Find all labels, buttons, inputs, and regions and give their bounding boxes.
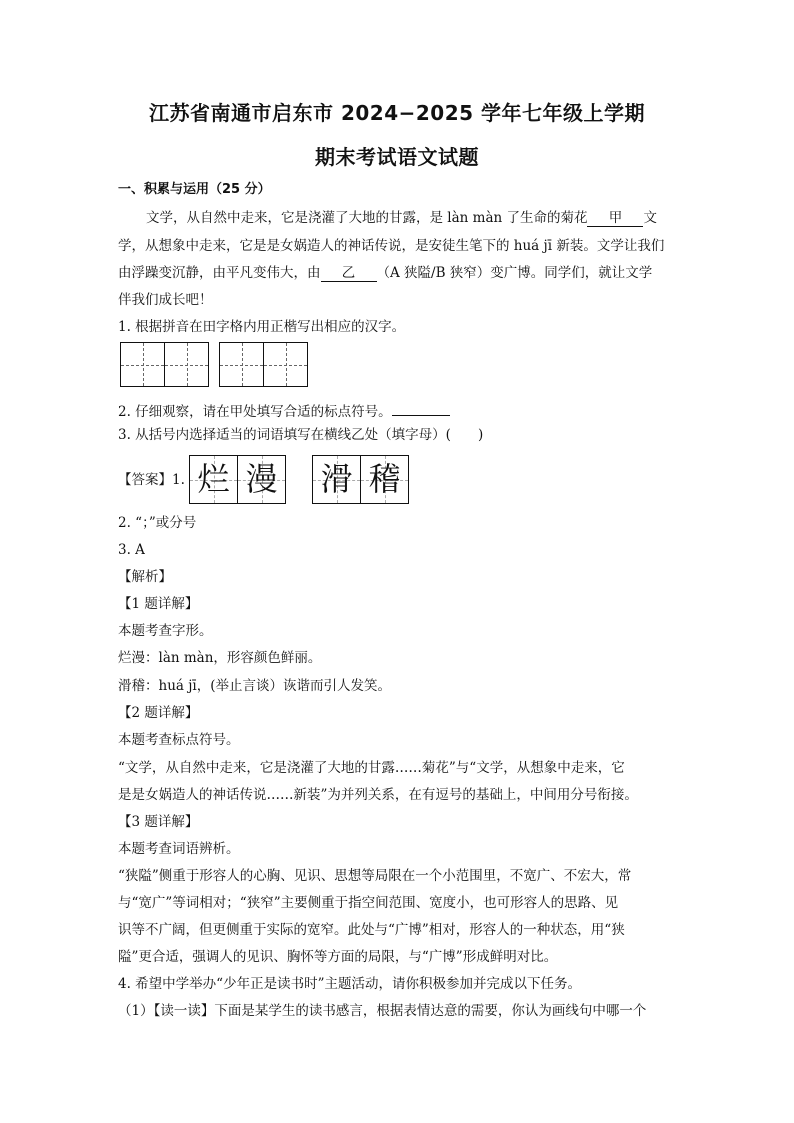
passage-text: 文 xyxy=(643,210,657,226)
analysis-2-heading: 【2 题详解】 xyxy=(118,705,199,721)
question-2 xyxy=(118,399,678,422)
analysis-3-line: 本题考查词语辨析。 xyxy=(118,841,240,857)
question-4: 4. 希望中学举办“少年正是读书时”主题活动，请你积极参加并完成以下任务。 xyxy=(118,976,581,992)
answer-char: 稽 xyxy=(368,460,401,498)
analysis-1-heading: 【1 题详解】 xyxy=(118,596,199,612)
grid-cell[interactable] xyxy=(219,342,264,387)
blank-jia: 甲 xyxy=(587,210,643,227)
grid-cell[interactable] xyxy=(120,342,165,387)
answer-blank[interactable] xyxy=(392,399,450,416)
passage-line-1 xyxy=(146,208,706,228)
analysis-2-line: “文学，从自然中走来，它是浇灌了大地的甘露……菊花”与“文学，从想象中走来，它 xyxy=(118,760,625,776)
question-4-sub-1: （1）【读一读】下面是某学生的读书感言，根据表情达意的需要，你认为画线句中哪一个 xyxy=(118,1003,647,1019)
blank-yi: 乙 xyxy=(321,265,377,282)
analysis-3-line: 识等不广阔，但更侧重于实际的宽窄。此处与“广博”相对，形容人的一种状态，用“狭 xyxy=(118,922,625,938)
answer-grid-1[interactable] xyxy=(121,342,209,387)
answer-label: 【答案】1. xyxy=(118,472,185,488)
grid-cell[interactable] xyxy=(263,342,308,387)
passage-line-4: 伴我们成长吧！ xyxy=(118,292,213,308)
question-1: 1. 根据拼音在田字格内用正楷写出相应的汉字。 xyxy=(118,319,406,335)
answer-3: 3. A xyxy=(118,542,145,558)
answer-chars-group-2 xyxy=(313,455,409,504)
passage-line-2: 学，从想象中走来，它是是女娲造人的神话传说，是安徒生笔下的 huá jī 新装。文学让我们 xyxy=(118,238,665,254)
answer-char-cell xyxy=(360,455,409,504)
document-subtitle: 期末考试语文试题 xyxy=(315,145,479,169)
analysis-3-line: 与“宽广”等词相对；“狭窄”主要侧重于指空间范围、宽度小，也可形容人的思路、见 xyxy=(118,895,619,911)
answer-char: 滑 xyxy=(320,460,353,498)
analysis-1-line: 烂漫：làn màn，形容颜色鲜丽。 xyxy=(118,650,322,666)
answer-char: 烂 xyxy=(197,460,230,498)
analysis-2-line: 是是女娲造人的神话传说……新装”为并列关系，在有逗号的基础上，中间用分号衔接。 xyxy=(118,787,638,803)
analysis-1-line: 本题考查字形。 xyxy=(118,623,213,639)
answer-char-cell xyxy=(312,455,361,504)
passage-text: （A 狭隘/B 狭窄）变广博。同学们，就让文学 xyxy=(376,265,653,281)
answer-2: 2. “；”或分号 xyxy=(118,515,197,531)
analysis-3-line: 隘”更合适，强调人的见识、胸怀等方面的局限，与“广博”形成鲜明对比。 xyxy=(118,949,558,965)
answer-chars-group-1 xyxy=(190,455,286,504)
analysis-3-heading: 【3 题详解】 xyxy=(118,814,199,830)
analysis-heading: 【解析】 xyxy=(118,569,172,585)
answer-char-cell xyxy=(237,455,286,504)
passage-text: 文学，从自然中走来，它是浇灌了大地的甘露，是 làn màn 了生命的菊花 xyxy=(146,210,588,226)
section-heading: 一、积累与运用（25 分） xyxy=(118,182,271,197)
document-title: 江苏省南通市启东市 2024−2025 学年七年级上学期 xyxy=(148,101,645,125)
analysis-3-line: “狭隘”侧重于形容人的心胸、见识、思想等局限在一个小范围里，不宽广、不宏大，常 xyxy=(118,868,632,884)
grid-cell[interactable] xyxy=(164,342,209,387)
question-2-text: 2. 仔细观察，请在甲处填写合适的标点符号。 xyxy=(118,404,392,420)
passage-text: 由浮躁变沉静，由平凡变伟大，由 xyxy=(118,265,321,281)
answer-char: 漫 xyxy=(245,460,278,498)
analysis-2-line: 本题考查标点符号。 xyxy=(118,732,240,748)
passage-line-3 xyxy=(118,263,678,283)
question-3: 3. 从括号内选择适当的词语填写在横线乙处（填字母）( ) xyxy=(118,427,484,443)
answer-char-cell xyxy=(189,455,238,504)
answer-grid-2[interactable] xyxy=(220,342,308,387)
analysis-1-line: 滑稽：huá jī，(举止言谈）诙谐而引人发笑。 xyxy=(118,678,391,694)
